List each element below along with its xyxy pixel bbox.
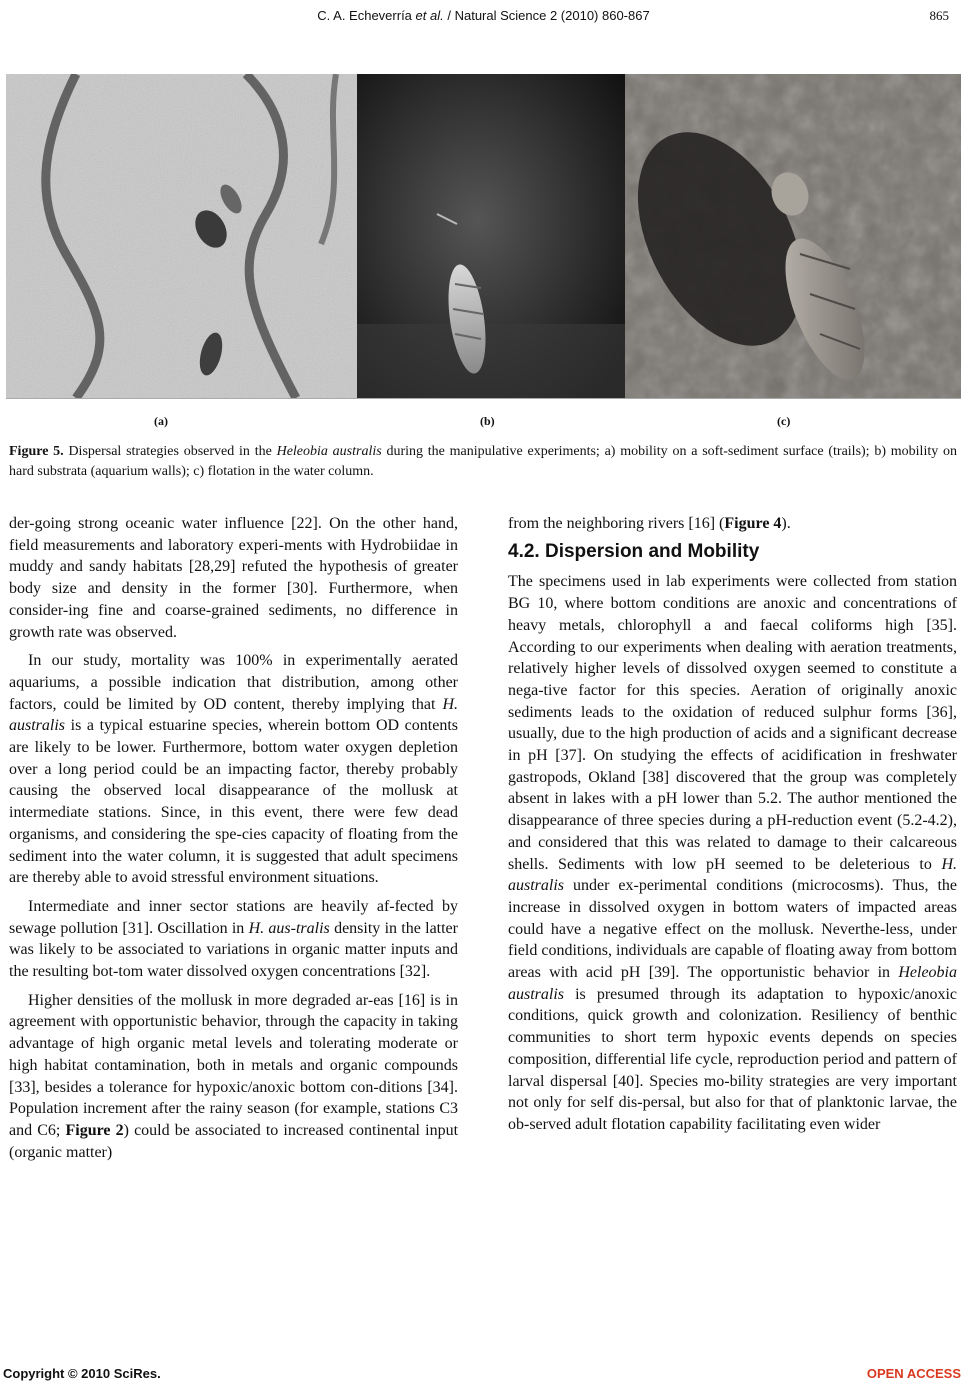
running-title xyxy=(0,8,967,23)
text-run: In our study, mortality was 100% in experimentally aerated aquariums, a possible indication that distribution, among other factors, could be limited by OD content, thereby implying that xyxy=(9,652,458,713)
figure-panel-labels xyxy=(0,414,967,432)
figure-reference: Figure 2 xyxy=(65,1121,124,1139)
text-run: ). xyxy=(781,515,791,532)
figure-caption xyxy=(9,442,957,482)
running-header xyxy=(0,8,967,28)
section-heading: 4.2. Dispersion and Mobility xyxy=(508,540,760,562)
paragraph xyxy=(9,650,458,889)
text-run: Higher densities of the mollusk in more degraded ar-eas [16] is in agreement with opportunistic behavior, through the capacity in taking advantage of high organic metal levels and tolerating moderate or high habitat contamination, both in metals and organic compounds [33], besides a tolerance for hypoxic/anoxic bottom con-ditions [34]. Population increment after the rainy season (for example, stations C3 and C6; xyxy=(9,991,458,1139)
text-run: ) could be associated to increased continental input (organic matter) xyxy=(9,1121,459,1161)
text-run: The specimens used in lab experiments were collected from station BG 10, where bottom conditions are anoxic and concentrations of heavy metals, chlorophyll a and faecal coliforms high [35]. According to our experiments when dealing with aeration treatments, relatively higher levels of dissolved oxygen seemed to constitute a nega-tive factor for this species. Aeration of originally anoxic sediments leads to the oxidation of reduced sulphur forms [36], usually, due to the high production of acids and a significant decrease in pH [37]. On studying the effects of acidification in freshwater gastropods, Okland [38] discovered that the group was completely absent in lakes with a pH lower than 5.2. The author mentioned the disappearance of three species during a pH-reduction event (5.2-4.2), and considered that this was related to damage to their calcareous shells. Sediments with low pH seemed to be deleterious to xyxy=(508,573,957,873)
caption-species: Heleobia australis xyxy=(276,444,382,459)
panel-label-b: (b) xyxy=(480,414,495,428)
caption-label: Figure 5. xyxy=(9,444,64,459)
figure-5-images xyxy=(6,74,961,399)
figure-reference: Figure 4 xyxy=(724,515,782,532)
figure-panel-c-image xyxy=(625,74,961,398)
copyright: Copyright © 2010 SciRes. xyxy=(3,1366,161,1381)
text-run: density in the latter was likely to be associated to variations in organic matter inputs and the resulting bot-tom water dissolved oxygen concentrations [32]. xyxy=(9,919,458,981)
open-access-label: OPEN ACCESS xyxy=(866,1366,961,1381)
header-authors: C. A. Echeverría xyxy=(317,8,412,23)
panel-label-c: (c) xyxy=(777,414,791,428)
right-column xyxy=(508,513,957,1136)
text-run: is presumed through its adaptation to hypoxic/anoxic conditions, quick growth and colonization. Resiliency of benthic communities to short term hypoxic events depends on species composition, differential life cycle, reproduction period and pattern of larval dispersal [40]. Species mo-bility strategies are very important not only for self dis-persal, but also for that of planktonic larvae, the ob-served adult flotation capability facilitating even wider xyxy=(508,985,957,1133)
figure-panel-a-image xyxy=(6,74,357,398)
text-run: is a typical estuarine species, wherein bottom OD contents are likely to be lower. Furthermore, bottom water oxygen depletion over a long period could be an impacting factor, thereby probably causing the observed local disappearance of the mollusk at intermediate stations. Since, in this event, there were few dead organisms, and considering the spe-cies capacity of floating from the sediment into the water column, it is suggested that adult specimens are thereby able to avoid stressful environment situations. xyxy=(9,717,458,887)
paragraph xyxy=(9,896,458,983)
text-run: from the neighboring rivers [16] ( xyxy=(508,515,725,532)
paragraph xyxy=(508,513,957,535)
panel-label-a: (a) xyxy=(154,414,168,428)
figure-panel-b-image xyxy=(357,74,625,398)
text-run: under ex-perimental conditions (microcosms). Thus, the increase in dissolved oxygen in bottom waters of impacted areas could have a negative effect on the mollusk. Neverthe-less, under field conditions, individuals are capable of floating away from bottom areas with acid pH [39]. The opportunistic behavior in xyxy=(508,877,957,982)
species-name: H. australis xyxy=(508,855,957,895)
text-run: Intermediate and inner sector stations are heavily af-fected by sewage pollution [31]. Oscillation in xyxy=(9,897,458,937)
species-name: Heleobia australis xyxy=(508,964,957,1003)
header-journal: / Natural Science 2 (2010) 860-867 xyxy=(447,8,650,23)
paragraph xyxy=(508,571,957,1135)
paragraph xyxy=(9,990,458,1164)
page-number: 865 xyxy=(929,8,949,23)
caption-text-2: during the manipulative experiments; a) mobility on a soft-sediment surface (trails); b) mobility on hard substrata (aquarium walls); c) flotation in the water column. xyxy=(9,444,957,479)
page-footer xyxy=(0,1366,967,1386)
left-column xyxy=(9,513,458,1163)
species-name: H. aus-tralis xyxy=(248,919,330,937)
header-et-al: et al. xyxy=(415,8,444,23)
species-name: H. australis xyxy=(9,695,458,735)
paragraph: der-going strong oceanic water influence [22]. On the other hand, field measurements and laboratory experi-ments with Hydrobiidae in muddy and sandy habitats [28,29] refuted the hypothesis of greater body size and density in the former [30]. Furthermore, when consider-ing fine and coarse-grained sediments, no difference in growth rate was observed. xyxy=(9,515,458,641)
caption-text-1: Dispersal strategies observed in the xyxy=(63,444,277,459)
